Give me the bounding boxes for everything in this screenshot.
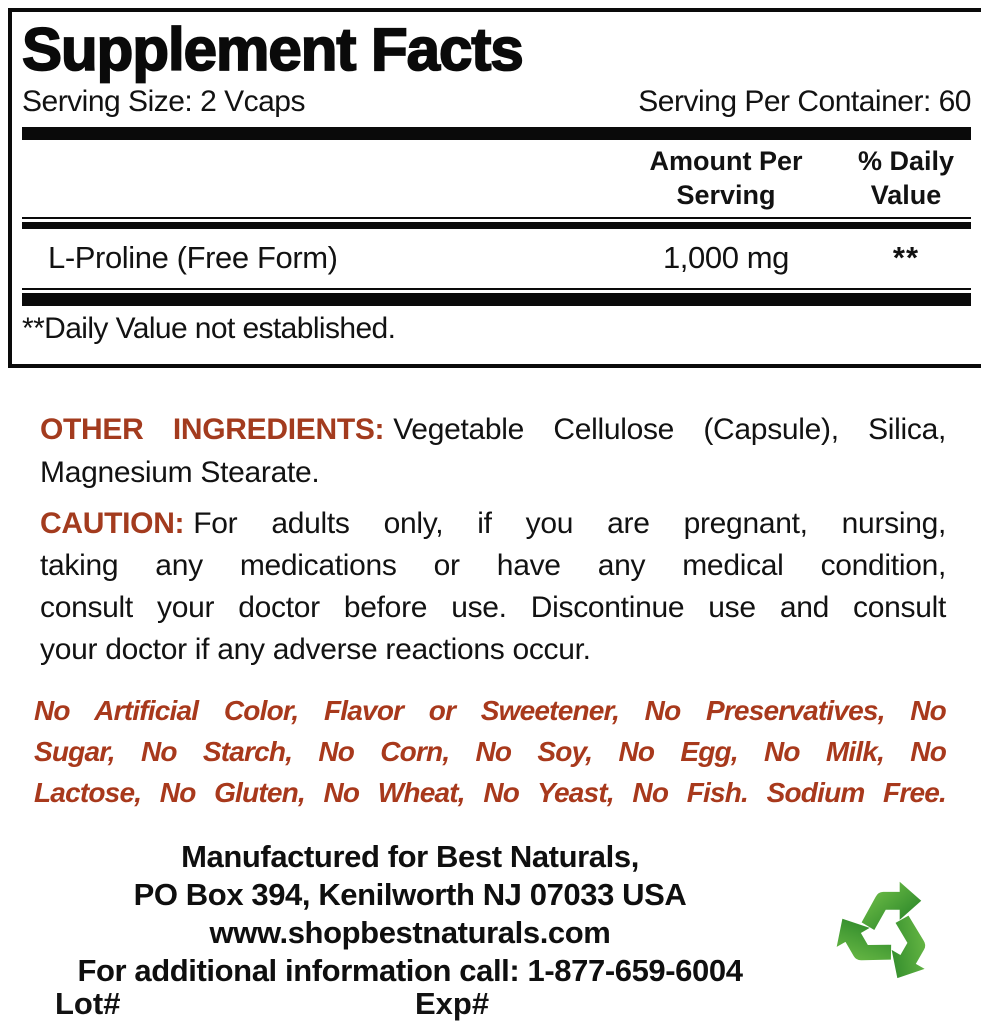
- ingredient-name: L-Proline (Free Form): [48, 240, 338, 275]
- column-header-row: [22, 144, 971, 212]
- divider-thick-top: [22, 127, 971, 140]
- caution-label: CAUTION:: [40, 507, 185, 540]
- daily-value-header: % Daily Value: [857, 146, 955, 210]
- serving-row: [22, 84, 971, 120]
- exp-label: Exp#: [415, 986, 490, 1021]
- recycle-icon: [818, 864, 956, 996]
- ingredient-daily-value: **: [892, 240, 920, 275]
- address-line: PO Box 394, Kenilworth NJ 07033 USA: [133, 877, 687, 912]
- divider-double-mid: [22, 217, 971, 229]
- other-ingredients-label: OTHER INGREDIENTS:: [40, 413, 385, 446]
- ingredient-amount: 1,000 mg: [662, 240, 790, 275]
- daily-value-footnote: **Daily Value not established.: [22, 312, 396, 345]
- amount-per-serving-header: Amount Per Serving: [649, 146, 803, 210]
- serving-size: Serving Size: 2 Vcaps: [22, 85, 305, 118]
- caution-paragraph: [40, 503, 946, 671]
- lot-label: Lot#: [55, 986, 121, 1021]
- manufacturer-line: Manufactured for Best Naturals,: [181, 839, 639, 874]
- claims-line1: No Artificial Color, Flavor or Sweetener, No Preservatives, No: [34, 695, 946, 726]
- divider-double-bottom: [22, 288, 971, 306]
- ingredient-row: [22, 229, 971, 285]
- caution-line1: CAUTION: For adults only, if you are pregnant, nursing,: [40, 507, 946, 540]
- manufacturer-block: [0, 838, 820, 990]
- claims-paragraph: [34, 690, 946, 813]
- caution-line2: taking any medications or have any medical condition,: [40, 549, 946, 582]
- other-ingredients-paragraph: [40, 408, 946, 494]
- caution-line3: consult your doctor before use. Discontinue use and consult: [40, 591, 946, 624]
- phone-line: For additional information call: 1-877-659-6004: [77, 953, 743, 988]
- servings-per-container: Serving Per Container: 60: [638, 85, 971, 118]
- claims-line2: Sugar, No Starch, No Corn, No Soy, No Egg, No Milk, No: [34, 736, 946, 767]
- panel-title: Supplement Facts: [22, 16, 523, 83]
- other-ingredients-line1: OTHER INGREDIENTS: Vegetable Cellulose (Capsule), Silica,: [40, 413, 947, 446]
- supplement-facts-panel: [8, 8, 981, 368]
- other-ingredients-line2: Magnesium Stearate.: [40, 456, 320, 489]
- claims-line3: Lactose, No Gluten, No Wheat, No Yeast, No Fish. Sodium Free.: [34, 777, 946, 808]
- website-text: www.shopbestnaturals.com: [209, 915, 611, 950]
- caution-line4: your doctor if any adverse reactions occur.: [40, 633, 591, 666]
